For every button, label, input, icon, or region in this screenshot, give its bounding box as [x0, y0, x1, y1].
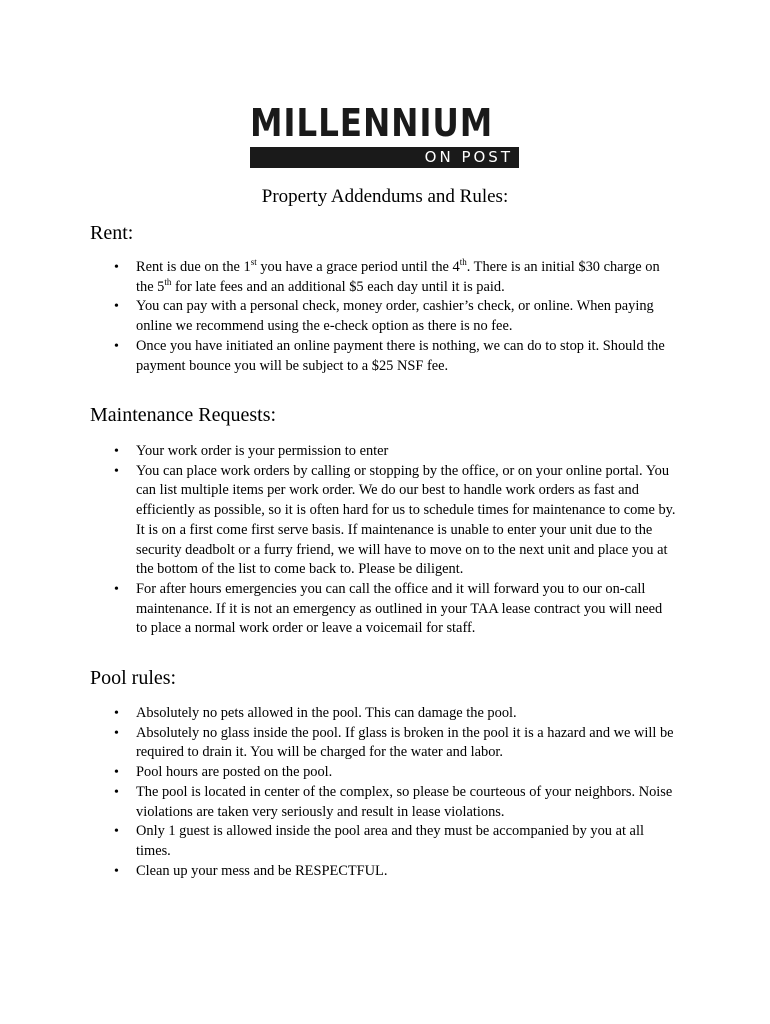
list-item: • You can place work orders by calling or stopping by the office, or on your online portal. You can list multiple items per work order. We do our best to handle work orders as fast and efficiently as possible, so it is often hard for us to schedule times for maintenance to come by. It is on a first come first serve basis. If maintenance is unable to enter your unit due to the security deadbolt or a furry friend, we will have to move on to the next unit and place you at the bottom of the list to come back to. Please be diligent. [136, 462, 676, 580]
list-item: • Clean up your mess and be RESPECTFUL. [136, 862, 676, 882]
list-item: • Only 1 guest is allowed inside the pool area and they must be accompanied by you at all times. [136, 822, 676, 861]
maintenance-list [136, 442, 676, 639]
list-item: • Absolutely no pets allowed in the pool. This can damage the pool. [136, 704, 676, 724]
list-item: • For after hours emergencies you can call the office and it will forward you to our on-call maintenance. If it is not an emergency as outlined in your TAA lease contract you will need to place a normal work order or leave a voicemail for staff. [136, 580, 676, 639]
rent-heading: Rent: [90, 222, 134, 244]
pool-list [136, 704, 676, 881]
logo-wordmark: MILLENNIUM [250, 101, 494, 145]
rent-list [136, 258, 676, 376]
logo-bar [250, 147, 519, 168]
list-item: • You can pay with a personal check, money order, cashier’s check, or online. When paying online we recommend using the e-check option as there is no fee. [136, 297, 676, 336]
pool-heading: Pool rules: [90, 667, 177, 689]
list-item: • Absolutely no glass inside the pool. If glass is broken in the pool it is a hazard and we will be required to drain it. You will be charged for the water and labor. [136, 724, 676, 763]
list-item: • Your work order is your permission to enter [136, 442, 676, 462]
list-item: • Rent is due on the 1st you have a grace period until the 4th. There is an initial $30 charge on the 5th for late fees and an additional $5 each day until it is paid. [136, 258, 676, 297]
list-item: • Pool hours are posted on the pool. [136, 763, 676, 783]
list-item: • Once you have initiated an online payment there is nothing, we can do to stop it. Should the payment bounce you will be subject to a $25 NSF fee. [136, 337, 676, 376]
maintenance-heading: Maintenance Requests: [90, 404, 277, 426]
logo-tagline: ON POST [424, 148, 513, 166]
millennium-logo [250, 101, 520, 166]
document-title: Property Addendums and Rules: [261, 186, 509, 207]
list-item: • The pool is located in center of the complex, so please be courteous of your neighbors. Noise violations are taken very seriously and result in lease violations. [136, 783, 676, 822]
